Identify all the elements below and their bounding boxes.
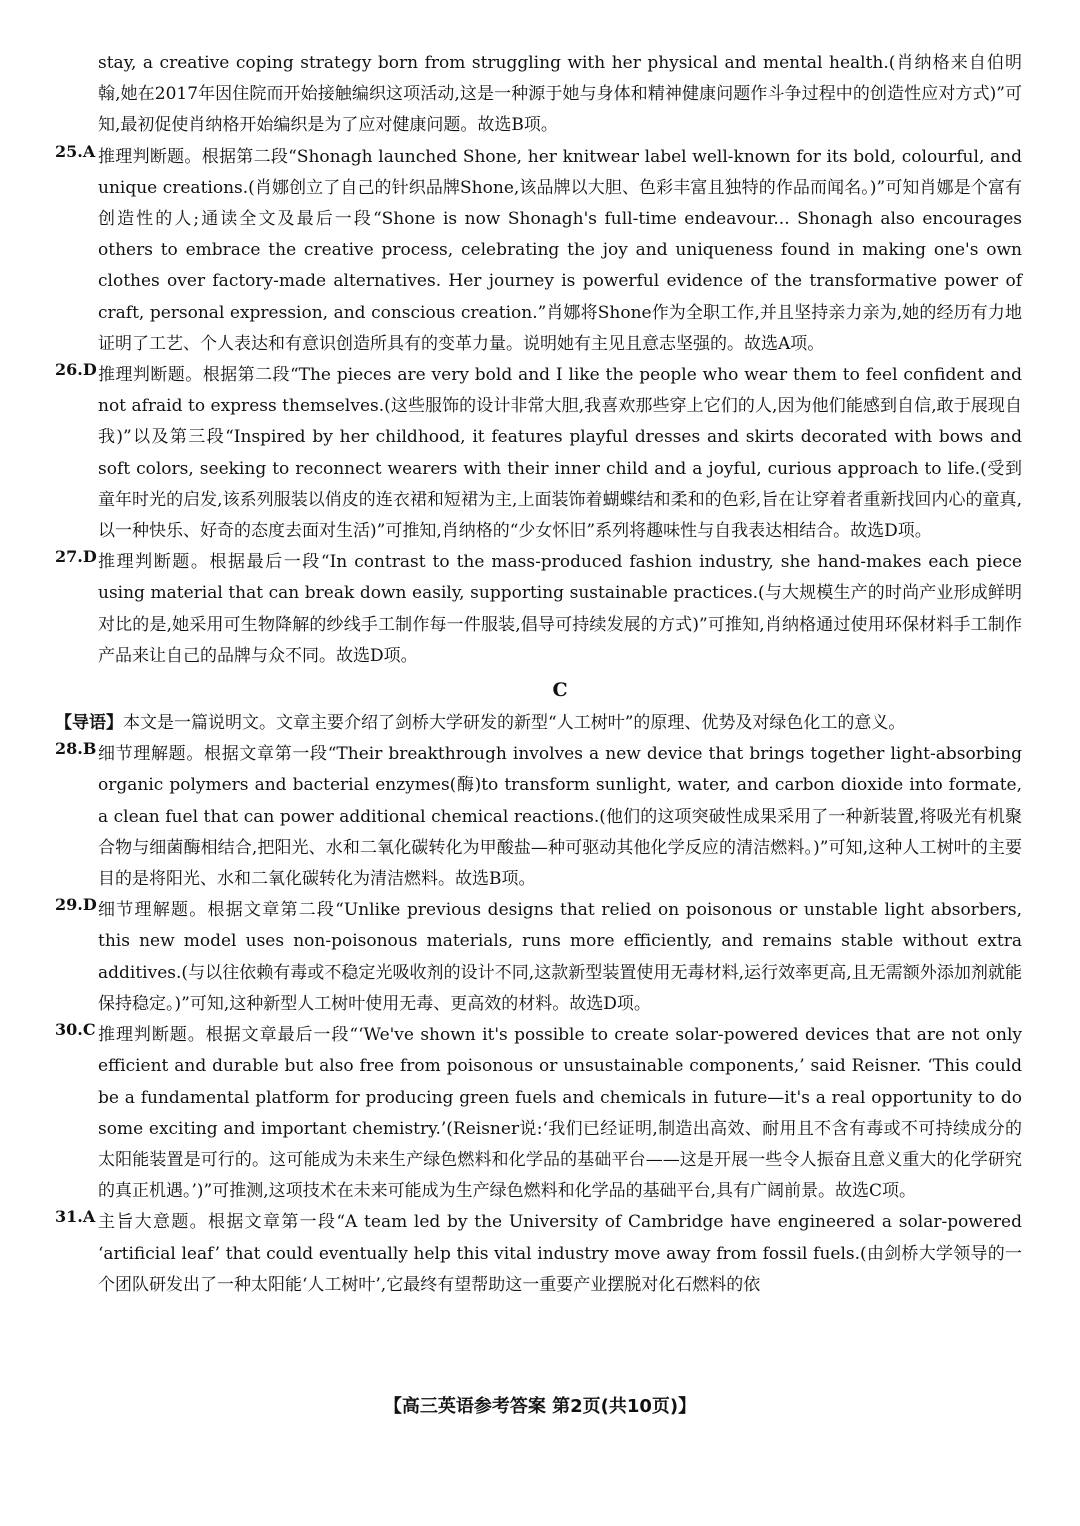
question-number: 26.D	[55, 360, 97, 380]
continuation-paragraph: stay, a creative coping strategy born from struggling with her physical and mental health.(肖纳格来自伯明翰,她在2017年因住院而开始接触编织这项活动,这是一种源于她与身体和精神健康问题作斗争过程中的创造性应对方式)”可知,最初促使肖纳格开始编织是为了应对健康问题。故选B项。	[98, 53, 1022, 136]
answer-explanation: 推理判断题。根据最后一段“In contrast to the mass-produced fashion industry, she hand-makes each piece using material that can break down easily, supporting sustainable practices.(与大规模生产的时尚产业形成鲜明对比的是,她采用可生物降解的纱线手工制作每一件服装,倡导可持续发展的方式)”可推知,肖纳格通过使用环保材料手工制作产品来让自己的品牌与众不同。故选D项。	[98, 552, 1022, 666]
page-footer: 【高三英语参考答案 第2页(共10页)】	[383, 1396, 697, 1417]
answer-item-26	[55, 360, 1022, 547]
answer-item-31	[55, 1207, 1022, 1301]
question-number: 30.C	[55, 1020, 96, 1040]
answer-item-30	[55, 1020, 1022, 1207]
question-number: 28.B	[55, 739, 97, 759]
answer-item-27	[55, 547, 1022, 672]
answer-explanation: 细节理解题。根据文章第二段“Unlike previous designs that relied on poisonous or unstable light absorbers, this new model uses non-poisonous materials, runs more efficiently, and remains stable without extra additives.(与以往依赖有毒或不稳定光吸收剂的设计不同,这款新型装置使用无毒材料,运行效率更高,且无需额外添加剂就能保持稳定。)”可知,这种新型人工树叶使用无毒、更高效的材料。故选D项。	[98, 900, 1022, 1014]
intro-text: 本文是一篇说明文。文章主要介绍了剑桥大学研发的新型“人工树叶”的原理、优势及对绿色化工的意义。	[123, 713, 906, 734]
answer-item-29	[55, 895, 1022, 1020]
answer-item-25	[55, 141, 1022, 360]
question-number: 29.D	[55, 895, 97, 915]
answer-item-28	[55, 739, 1022, 895]
intro-label: 【导语】	[55, 713, 123, 734]
question-number: 31.A	[55, 1207, 96, 1227]
answer-explanation: 主旨大意题。根据文章第一段“A team led by the University of Cambridge have engineered a solar-powered ‘artificial leaf’ that could eventually help this vital industry move away from fossil fuels.(由剑桥大学领导的一个团队研发出了一种太阳能‘人工树叶’,它最终有望帮助这一重要产业摆脱对化石燃料的依	[98, 1212, 1022, 1295]
question-number: 25.A	[55, 141, 96, 161]
answer-explanation: 推理判断题。根据第二段“The pieces are very bold and I like the people who wear them to feel confident and not afraid to express themselves.(这些服饰的设计非常大胆,我喜欢那些穿上它们的人,因为他们能感到自信,敢于展现自我)”以及第三段“Inspired by her childhood, it features playful dresses and skirts decorated with bows and soft colors, seeking to reconnect wearers with their inner child and a joyful, curious approach to life.(受到童年时光的启发,该系列服装以俏皮的连衣裙和短裙为主,上面装饰着蝴蝶结和柔和的色彩,旨在让穿着者重新找回内心的童真,以一种快乐、好奇的态度去面对生活)”可推知,肖纳格的“少女怀旧”系列将趣味性与自我表达相结合。故选D项。	[98, 365, 1022, 542]
answer-explanation: 细节理解题。根据文章第一段“Their breakthrough involves a new device that brings together light-absorbing organic polymers and bacterial enzymes(酶)to transform sunlight, water, and carbon dioxide into formate, a clean fuel that can power additional chemical reactions.(他们的这项突破性成果采用了一种新装置,将吸光有机聚合物与细菌酶相结合,把阳光、水和二氧化碳转化为甲酸盐—种可驱动其他化学反应的清洁燃料。)”可知,这种人工树叶的主要目的是将阳光、水和二氧化碳转化为清洁燃料。故选B项。	[98, 744, 1022, 890]
answer-explanation: 推理判断题。根据第二段“Shonagh launched Shone, her knitwear label well-known for its bold, colourful, and unique creations.(肖娜创立了自己的针织品牌Shone,该品牌以大胆、色彩丰富且独特的作品而闻名。)”可知肖娜是个富有创造性的人;通读全文及最后一段“Shone is now Shonagh's full-time endeavour... Shonagh also encourages others to embrace the creative process, celebrating the joy and uniqueness found in making one's own clothes over factory-made alternatives. Her journey is powerful evidence of the transformative power of craft, personal expression, and conscious creation.”肖娜将Shone作为全职工作,并且坚持亲力亲为,她的经历有力地证明了工艺、个人表达和有意识创造所具有的变革力量。说明她有主见且意志坚强的。故选A项。	[98, 146, 1022, 354]
question-number: 27.D	[55, 547, 97, 567]
section-intro	[55, 708, 1022, 739]
answer-explanation: 推理判断题。根据文章最后一段“‘We've shown it's possible to create solar-powered devices that are not only efficient and durable but also free from poisonous or unsustainable components,’ said Reisner. ‘This could be a fundamental platform for producing green fuels and chemicals in future—it's a real opportunity to do some exciting and important chemistry.’(Reisner说:‘我们已经证明,制造出高效、耐用且不含有毒或不可持续成分的太阳能装置是可行的。这可能成为未来生产绿色燃料和化学品的基础平台——这是开展一些令人振奋且意义重大的化学研究的真正机遇。’)”可推测,这项技术在未来可能成为生产绿色燃料和化学品的基础平台,具有广阔前景。故选C项。	[98, 1025, 1022, 1202]
section-heading: C	[552, 679, 568, 702]
